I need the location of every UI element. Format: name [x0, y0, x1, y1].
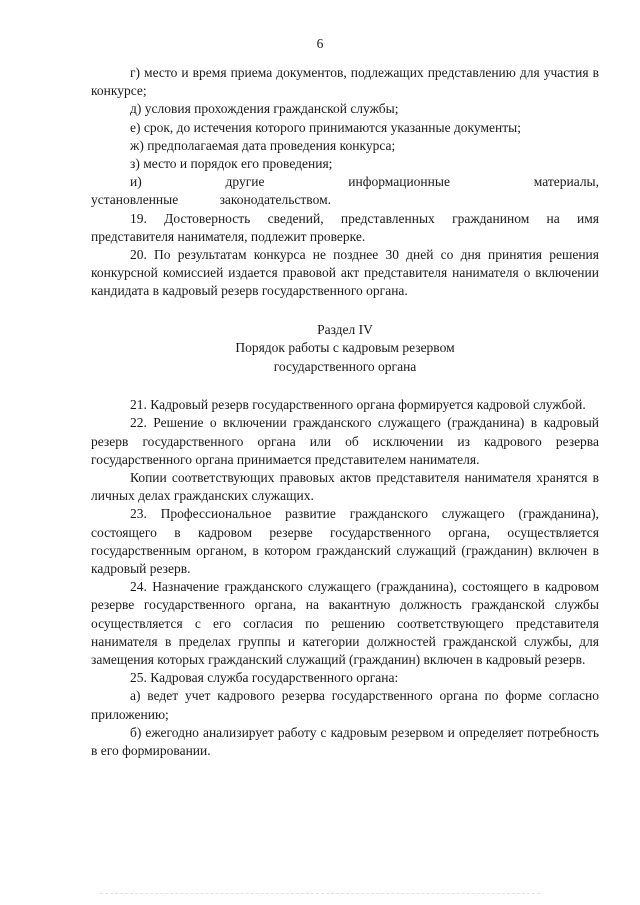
- paragraph: 25. Кадровая служба государственного органа:: [130, 670, 399, 686]
- section-title: Раздел IV: [317, 321, 373, 337]
- paragraph: 22. Решение о включении гражданского служащего (гражданина) в кадровый резерв государственного органа или об исключении из кадрового резерва государственного органа принимается представителем нанимателя.: [91, 415, 599, 467]
- section-heading: [91, 321, 599, 377]
- section-subtitle-line-1: Порядок работы с кадровым резервом: [235, 340, 455, 356]
- paragraph: 24. Назначение гражданского служащего (гражданина), состоящего в кадровом резерве государственного органа, на вакантную должность гражданской службы осуществляется с его согласия по решению соответствующего представителя нанимателя в пределах группы и категории должностей гражданской службы, для замещения которых гражданский служащий (гражданин) включен в кадровый резерв.: [91, 579, 599, 667]
- paragraph: д) условия прохождения гражданской службы;: [130, 101, 399, 117]
- paragraph: 23. Профессиональное развитие гражданского служащего (гражданина), состоящего в кадровом резерве государственного органа, осуществляется государственным органом, в котором гражданский служащий (гражданин) включен в кадровый резерв.: [91, 506, 599, 576]
- paragraph: ж) предполагаемая дата проведения конкурса;: [130, 137, 396, 153]
- paragraph: Копии соответствующих правовых актов представителя нанимателя хранятся в личных делах гражданских служащих.: [91, 469, 599, 504]
- paragraph: а) ведет учет кадрового резерва государственного органа по форме согласно приложению;: [91, 688, 599, 722]
- document-body: [91, 64, 599, 760]
- page-number: 6: [316, 36, 324, 51]
- paragraph: б) ежегодно анализирует работу с кадровым резервом и определяет потребность в его формировании.: [91, 724, 599, 758]
- paragraph: 20. По результатам конкурса не позднее 30 дней со дня принятия решения конкурсной комиссией издается правовой акт представителя нанимателя о включении кандидата в кадровый резерв государственного органа.: [91, 247, 599, 299]
- paragraph: е) срок, до истечения которого принимаются указанные документы;: [130, 119, 521, 135]
- paragraph: з) место и порядок его проведения;: [130, 156, 333, 172]
- paragraph: 19. Достоверность сведений, представленных гражданином на имя представителя нанимателя, подлежит проверке.: [91, 210, 599, 244]
- paragraph: г) место и время приема документов, подлежащих представлению для участия в конкурсе;: [91, 65, 599, 99]
- scan-artifact-line: [100, 893, 540, 895]
- paragraph: 21. Кадровый резерв государственного органа формируется кадровой службой.: [130, 397, 586, 413]
- section-subtitle-line-2: государственного органа: [273, 358, 417, 374]
- paragraph: и) другие информационные материалы, установленные законодательством.: [91, 174, 599, 208]
